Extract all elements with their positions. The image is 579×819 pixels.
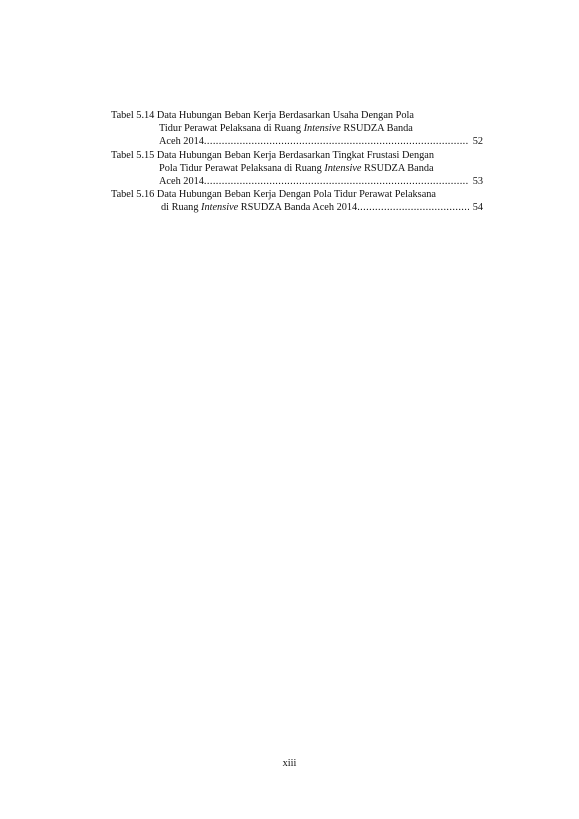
toc-entry-text: Aceh 2014 — [159, 176, 204, 188]
toc-entry-tabel-5-16[interactable] — [111, 188, 483, 214]
toc-entry-text: Tidur Perawat Pelaksana di Ruang — [159, 123, 304, 135]
toc-entry-page-number: 53 — [472, 176, 483, 188]
toc-entry-text: Pola Tidur Perawat Pelaksana di Ruang — [159, 162, 325, 174]
toc-entry-title-line — [111, 122, 483, 135]
dot-leader — [204, 175, 469, 188]
toc-entry-page-number: 52 — [472, 136, 483, 148]
list-of-tables — [111, 109, 483, 215]
toc-entry-title-line: Tabel 5.14 Data Hubungan Beban Kerja Berdasarkan Usaha Dengan Pola — [111, 110, 414, 121]
toc-entry-title-line: Tabel 5.16 Data Hubungan Beban Kerja Dengan Pola Tidur Perawat Pelaksana — [111, 189, 436, 201]
dot-leader — [357, 201, 469, 214]
toc-entry-italic-text: Intensive — [303, 123, 341, 135]
toc-entry-leader-line — [111, 175, 483, 188]
toc-entry-title-line — [111, 162, 483, 175]
page-number: xiii — [282, 758, 297, 769]
toc-entry-tabel-5-15[interactable] — [111, 149, 483, 189]
toc-entry-text: RSUDZA Banda — [340, 123, 413, 135]
toc-entry-italic-text: Intensive — [324, 162, 362, 174]
toc-entry-italic-text: Intensive — [201, 202, 239, 214]
dot-leader — [204, 135, 469, 148]
toc-entry-text: di Ruang — [161, 202, 202, 214]
toc-entry-leader-line — [111, 201, 483, 214]
toc-entry-title-line: Tabel 5.15 Data Hubungan Beban Kerja Berdasarkan Tingkat Frustasi Dengan — [111, 149, 434, 161]
toc-entry-text — [161, 201, 357, 214]
toc-entry-text: Aceh 2014 — [159, 136, 204, 148]
toc-entry-page-number: 54 — [472, 202, 483, 214]
toc-entry-leader-line — [111, 135, 483, 148]
toc-entry-tabel-5-14[interactable] — [111, 109, 483, 149]
toc-entry-text: RSUDZA Banda — [361, 162, 434, 174]
toc-entry-text: RSUDZA Banda Aceh 2014 — [238, 202, 358, 214]
